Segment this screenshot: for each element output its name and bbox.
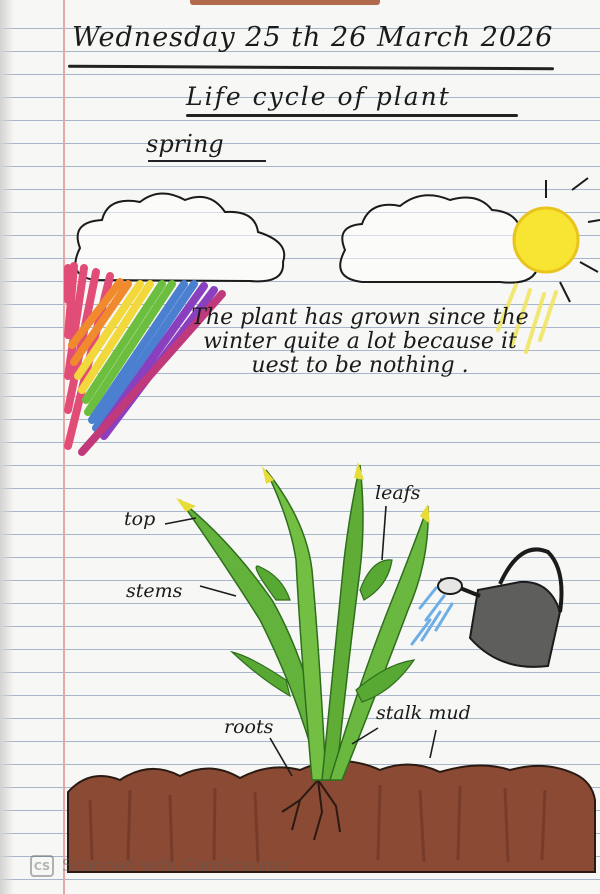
scanner-watermark bbox=[30, 852, 291, 880]
right-cloud bbox=[340, 195, 541, 282]
label-top: top bbox=[124, 508, 156, 530]
camscanner-logo-icon: CS bbox=[30, 855, 54, 877]
label-leafs: leafs bbox=[375, 482, 421, 504]
watering-can-icon bbox=[438, 549, 562, 666]
label-stalk-mud: stalk mud bbox=[376, 702, 471, 724]
label-roots: roots bbox=[224, 716, 274, 738]
watermark-text: Scanned with CamScanner bbox=[62, 856, 291, 876]
page-title: Life cycle of plant bbox=[186, 82, 451, 111]
caption-text bbox=[190, 306, 530, 377]
plant bbox=[176, 462, 430, 780]
caption-line: The plant has grown since the winter quite a lot because it uest to be nothing . bbox=[191, 305, 529, 378]
date-heading: Wednesday 25 th 26 March 2026 bbox=[72, 22, 554, 53]
label-stems: stems bbox=[126, 580, 183, 602]
left-cloud bbox=[75, 193, 284, 281]
season-heading: spring bbox=[146, 130, 224, 158]
water-drops bbox=[412, 588, 452, 644]
